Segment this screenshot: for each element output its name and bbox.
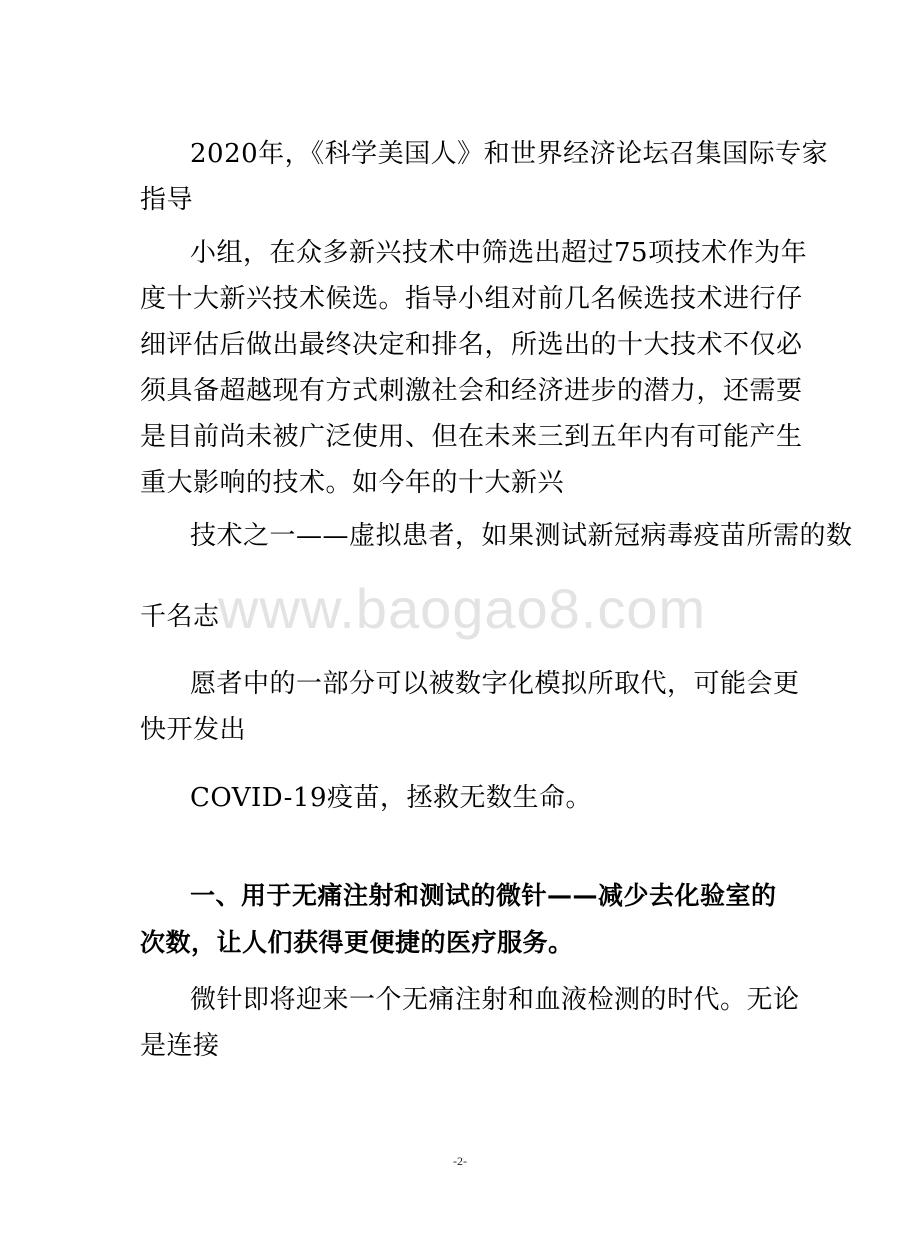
paragraph-line: 小组，在众多新兴技术中筛选出超过75项技术作为年 <box>190 238 808 268</box>
paragraph-line: 技术之一——虚拟患者，如果测试新冠病毒疫苗所需的数 <box>190 521 853 551</box>
paragraph-line: 是目前尚未被广泛使用、但在未来三到五年内有可能产生 <box>140 422 803 452</box>
paragraph-line: 愿者中的一部分可以被数字化模拟所取代，可能会更 <box>190 669 800 699</box>
section-heading-line: 一、用于无痛注射和测试的微针——减少去化验室的 <box>190 881 777 910</box>
paragraph-line: 度十大新兴技术候选。指导小组对前几名候选技术进行仔 <box>140 284 803 314</box>
paragraph-line: 须具备超越现有方式刺激社会和经济进步的潜力，还需要 <box>140 376 803 406</box>
paragraph-line: 细评估后做出最终决定和排名，所选出的十大技术不仅必 <box>140 330 803 360</box>
section-heading-line: 次数，让人们获得更便捷的医疗服务。 <box>140 928 574 957</box>
paragraph-line: 2020年，《科学美国人》和世界经济论坛召集国际专家 <box>190 139 829 169</box>
paragraph-line: 是连接 <box>140 1031 220 1061</box>
paragraph-line: COVID-19疫苗，拯救无数生命。 <box>190 783 592 813</box>
paragraph-line: 重大影响的技术。如今年的十大新兴 <box>140 468 565 498</box>
paragraph-line: 微针即将迎来一个无痛注射和血液检测的时代。无论 <box>190 985 800 1015</box>
watermark: www.baogao8.com <box>218 577 707 640</box>
page-number: -2- <box>453 1154 467 1168</box>
paragraph-line: 指导 <box>140 185 194 215</box>
paragraph-line: 快开发出 <box>140 715 247 745</box>
paragraph-line: 千名志 <box>140 602 220 632</box>
